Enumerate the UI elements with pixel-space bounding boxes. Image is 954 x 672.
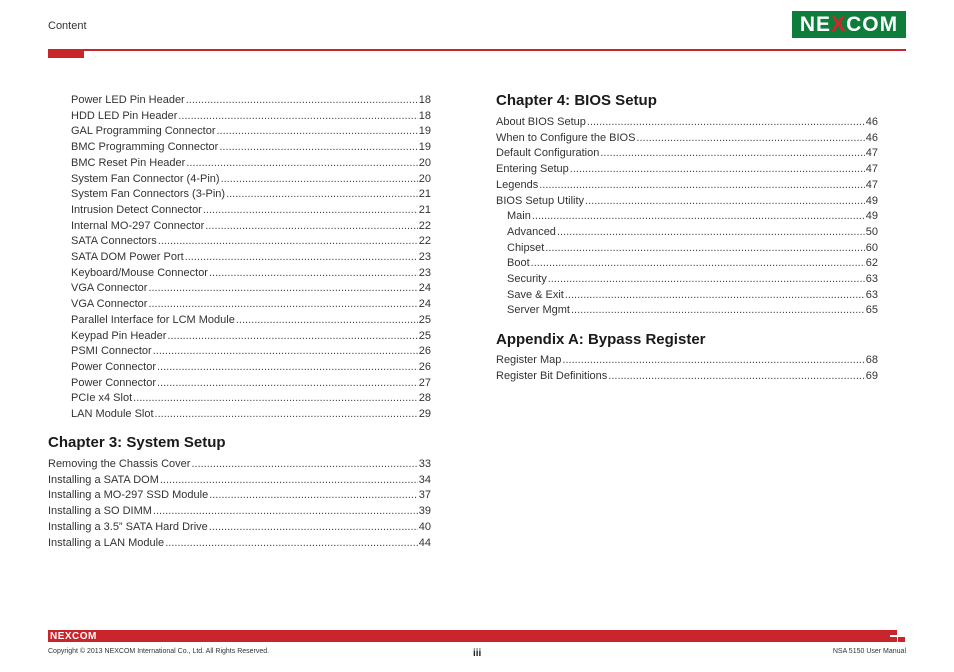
- toc-entry[interactable]: [71, 376, 431, 391]
- toc-entry-title: BMC Programming Connector: [71, 141, 219, 154]
- toc-leader-dots: [557, 225, 865, 240]
- toc-entry[interactable]: [71, 344, 431, 359]
- footer-square: [890, 637, 897, 642]
- toc-entry[interactable]: [48, 504, 431, 519]
- toc-entry-title: HDD LED Pin Header: [71, 109, 178, 122]
- toc-entry[interactable]: [48, 473, 431, 488]
- toc-entry-page: 68: [865, 354, 878, 366]
- toc-entry-title: SATA DOM Power Port: [71, 251, 184, 263]
- toc-entry[interactable]: [71, 250, 431, 265]
- manual-name: NSA 5150 User Manual: [832, 648, 906, 655]
- toc-entry[interactable]: [71, 329, 431, 344]
- toc-leader-dots: [636, 131, 864, 146]
- toc-entry-page: 19: [418, 125, 431, 138]
- toc-entry-page: 21: [418, 203, 431, 216]
- toc-entry-page: 18: [418, 94, 431, 106]
- toc-entry-page: 29: [418, 408, 431, 420]
- toc-entry-title: SATA Connectors: [71, 235, 157, 248]
- toc-entry[interactable]: [496, 115, 878, 130]
- toc-entry[interactable]: [71, 407, 431, 422]
- toc-entry[interactable]: [71, 297, 431, 312]
- toc-entry-page: 25: [418, 313, 431, 326]
- copyright-text: Copyright © 2013 NEXCOM International Co., Ltd. All Rights Reserved.: [48, 648, 270, 655]
- toc-leader-dots: [532, 209, 865, 224]
- toc-entry-title: Advanced: [507, 225, 556, 238]
- toc-entry[interactable]: [71, 219, 431, 234]
- toc-leader-dots: [539, 178, 865, 193]
- toc-leader-dots: [226, 187, 418, 202]
- toc-leader-dots: [219, 140, 417, 155]
- toc-entry-title: Installing a SO DIMM: [48, 505, 152, 518]
- toc-entry-title: LAN Module Slot: [71, 408, 154, 420]
- toc-leader-dots: [153, 504, 418, 519]
- toc-leader-dots: [585, 194, 865, 209]
- toc-entry-title: Installing a LAN Module: [48, 536, 165, 549]
- toc-entry-page: 46: [865, 116, 878, 128]
- toc-leader-dots: [565, 288, 865, 303]
- toc-entry[interactable]: [48, 457, 431, 472]
- toc-entry[interactable]: [71, 313, 431, 328]
- toc-entry-page: 19: [418, 141, 431, 154]
- toc-entry-title: Power Connector: [71, 376, 156, 389]
- toc-entry-page: 24: [418, 282, 431, 295]
- toc-entry[interactable]: [507, 256, 878, 271]
- footer-logo: NEXCOM: [50, 631, 97, 642]
- toc-leader-dots: [167, 329, 417, 344]
- section-label: Content: [48, 20, 87, 32]
- toc-entry-page: 62: [865, 257, 878, 270]
- toc-entry[interactable]: [71, 203, 431, 218]
- toc-entry[interactable]: [496, 194, 878, 209]
- toc-entry[interactable]: [71, 109, 431, 124]
- toc-entry-page: 18: [418, 109, 431, 122]
- toc-entry-title: Removing the Chassis Cover: [48, 458, 191, 470]
- toc-entry-title: Server Mgmt: [507, 304, 570, 317]
- toc-entry-page: 26: [418, 360, 431, 373]
- toc-entry-title: Intrusion Detect Connector: [71, 203, 202, 216]
- toc-entry[interactable]: [71, 172, 431, 187]
- chapter-3-heading: Chapter 3: System Setup: [48, 434, 226, 451]
- toc-leader-dots: [148, 297, 417, 312]
- toc-entry-title: Installing a 3.5” SATA Hard Drive: [48, 520, 208, 533]
- toc-entry-title: Keypad Pin Header: [71, 329, 167, 342]
- toc-entry-title: When to Configure the BIOS: [496, 131, 636, 144]
- toc-entry-page: 60: [865, 241, 878, 254]
- toc-leader-dots: [186, 93, 418, 108]
- toc-entry-title: Chipset: [507, 241, 545, 254]
- footer-bar: [48, 630, 890, 642]
- toc-leader-dots: [148, 281, 417, 296]
- toc-entry-title: Default Configuration: [496, 147, 600, 160]
- toc-leader-dots: [531, 256, 865, 271]
- toc-entry-page: 23: [418, 251, 431, 263]
- toc-entry-title: PCIe x4 Slot: [71, 392, 133, 405]
- toc-leader-dots: [158, 234, 418, 249]
- toc-entry[interactable]: [496, 162, 878, 177]
- toc-leader-dots: [155, 407, 418, 422]
- toc-entry-page: 47: [865, 147, 878, 160]
- toc-entry-title: Legends: [496, 178, 539, 191]
- toc-leader-dots: [570, 162, 865, 177]
- toc-entry-title: Register Bit Definitions: [496, 370, 608, 383]
- toc-entry[interactable]: [71, 93, 431, 108]
- toc-entry[interactable]: [496, 178, 878, 193]
- toc-leader-dots: [178, 109, 417, 124]
- toc-entry-page: 69: [865, 370, 878, 383]
- toc-entry-title: Entering Setup: [496, 163, 569, 176]
- toc-entry-title: Installing a SATA DOM: [48, 473, 159, 486]
- toc-entry-title: GAL Programming Connector: [71, 125, 216, 138]
- toc-entry[interactable]: [48, 488, 431, 503]
- toc-leader-dots: [217, 124, 418, 139]
- toc-entry-page: 63: [865, 273, 878, 285]
- toc-leader-dots: [160, 473, 418, 488]
- toc-entry-page: 63: [865, 288, 878, 301]
- toc-leader-dots: [221, 172, 418, 187]
- toc-entry-page: 22: [418, 235, 431, 248]
- toc-entry[interactable]: [71, 391, 431, 406]
- toc-entry-title: Power Connector: [71, 360, 156, 373]
- toc-entry[interactable]: [507, 288, 878, 303]
- toc-entry-page: 49: [865, 194, 878, 207]
- toc-entry[interactable]: [48, 520, 431, 535]
- toc-leader-dots: [165, 536, 418, 551]
- toc-leader-dots: [209, 266, 418, 281]
- toc-entry-title: BIOS Setup Utility: [496, 194, 585, 207]
- toc-entry-title: VGA Connector: [71, 298, 148, 311]
- chapter-4-heading: Chapter 4: BIOS Setup: [496, 92, 657, 109]
- toc-entry-title: About BIOS Setup: [496, 116, 586, 128]
- toc-entry[interactable]: [71, 266, 431, 281]
- toc-entry[interactable]: [507, 241, 878, 256]
- toc-leader-dots: [157, 360, 418, 375]
- toc-entry-page: 24: [418, 298, 431, 311]
- toc-entry-page: 20: [418, 172, 431, 185]
- toc-leader-dots: [185, 250, 418, 265]
- toc-leader-dots: [236, 313, 418, 328]
- toc-entry-page: 65: [865, 304, 878, 317]
- toc-entry-page: 25: [418, 329, 431, 342]
- toc-leader-dots: [571, 303, 865, 318]
- toc-entry-page: 46: [865, 131, 878, 144]
- toc-leader-dots: [587, 115, 865, 130]
- header-rule: [48, 49, 906, 51]
- toc-entry[interactable]: [496, 131, 878, 146]
- toc-entry-page: 50: [865, 225, 878, 238]
- toc-entry[interactable]: [71, 234, 431, 249]
- toc-entry-page: 47: [865, 163, 878, 176]
- toc-entry[interactable]: [507, 225, 878, 240]
- header-rule-tab: [48, 51, 84, 58]
- toc-leader-dots: [562, 353, 864, 368]
- toc-entry-page: 40: [418, 520, 431, 533]
- toc-entry[interactable]: [71, 281, 431, 296]
- toc-entry-page: 23: [418, 266, 431, 279]
- toc-entry-page: 49: [865, 210, 878, 223]
- toc-entry-title: VGA Connector: [71, 282, 148, 295]
- appendix-a-heading: Appendix A: Bypass Register: [496, 331, 706, 348]
- toc-entry[interactable]: [496, 369, 878, 384]
- toc-entry-title: System Fan Connector (4-Pin): [71, 172, 220, 185]
- toc-leader-dots: [600, 146, 864, 161]
- logo-text-x: X: [831, 12, 847, 36]
- toc-leader-dots: [153, 344, 418, 359]
- toc-entry-page: 44: [418, 536, 431, 549]
- logo-text-b: COM: [846, 12, 899, 36]
- toc-leader-dots: [545, 241, 864, 256]
- toc-entry[interactable]: [48, 536, 431, 551]
- toc-leader-dots: [157, 376, 418, 391]
- toc-entry-page: 27: [418, 376, 431, 389]
- footer-square: [890, 630, 897, 635]
- toc-entry-page: 39: [418, 505, 431, 518]
- toc-entry-title: BMC Reset Pin Header: [71, 156, 186, 169]
- toc-entry-title: System Fan Connectors (3-Pin): [71, 188, 226, 201]
- page-number: iii: [473, 648, 482, 659]
- toc-entry-title: Register Map: [496, 354, 562, 366]
- toc-entry[interactable]: [496, 353, 878, 368]
- toc-entry-title: Save & Exit: [507, 288, 564, 301]
- toc-entry-page: 21: [418, 188, 431, 201]
- toc-entry[interactable]: [496, 146, 878, 161]
- logo-text-a: NE: [799, 12, 832, 36]
- toc-entry[interactable]: [507, 303, 878, 318]
- toc-entry-page: 37: [418, 489, 431, 502]
- toc-entry-title: PSMI Connector: [71, 345, 152, 358]
- toc-entry[interactable]: [507, 272, 878, 287]
- toc-leader-dots: [203, 203, 418, 218]
- toc-leader-dots: [209, 488, 418, 503]
- toc-entry[interactable]: [71, 140, 431, 155]
- toc-entry-page: 22: [418, 219, 431, 232]
- toc-leader-dots: [209, 520, 418, 535]
- toc-entry[interactable]: [71, 156, 431, 171]
- toc-leader-dots: [133, 391, 418, 406]
- nexcom-logo: [792, 11, 906, 38]
- toc-entry-title: Main: [507, 210, 531, 223]
- toc-entry-page: 28: [418, 392, 431, 405]
- toc-entry-page: 47: [865, 178, 878, 191]
- toc-entry-page: 20: [418, 156, 431, 169]
- toc-leader-dots: [191, 457, 417, 472]
- toc-entry[interactable]: [71, 187, 431, 202]
- toc-entry-page: 33: [418, 458, 431, 470]
- toc-entry-page: 34: [418, 473, 431, 486]
- toc-entry-title: Keyboard/Mouse Connector: [71, 266, 208, 279]
- footer-square: [898, 637, 905, 642]
- toc-entry[interactable]: [71, 360, 431, 375]
- toc-leader-dots: [186, 156, 417, 171]
- toc-entry-title: Installing a MO-297 SSD Module: [48, 489, 209, 502]
- toc-entry-title: Power LED Pin Header: [71, 94, 185, 106]
- toc-leader-dots: [608, 369, 864, 384]
- toc-entry-title: Security: [507, 273, 547, 285]
- toc-entry-page: 26: [418, 345, 431, 358]
- toc-entry-title: Parallel Interface for LCM Module: [71, 313, 235, 326]
- toc-leader-dots: [205, 219, 417, 234]
- toc-entry[interactable]: [71, 124, 431, 139]
- toc-leader-dots: [548, 272, 865, 287]
- toc-entry-title: Boot: [507, 257, 530, 270]
- toc-entry-title: Internal MO-297 Connector: [71, 219, 205, 232]
- toc-entry[interactable]: [507, 209, 878, 224]
